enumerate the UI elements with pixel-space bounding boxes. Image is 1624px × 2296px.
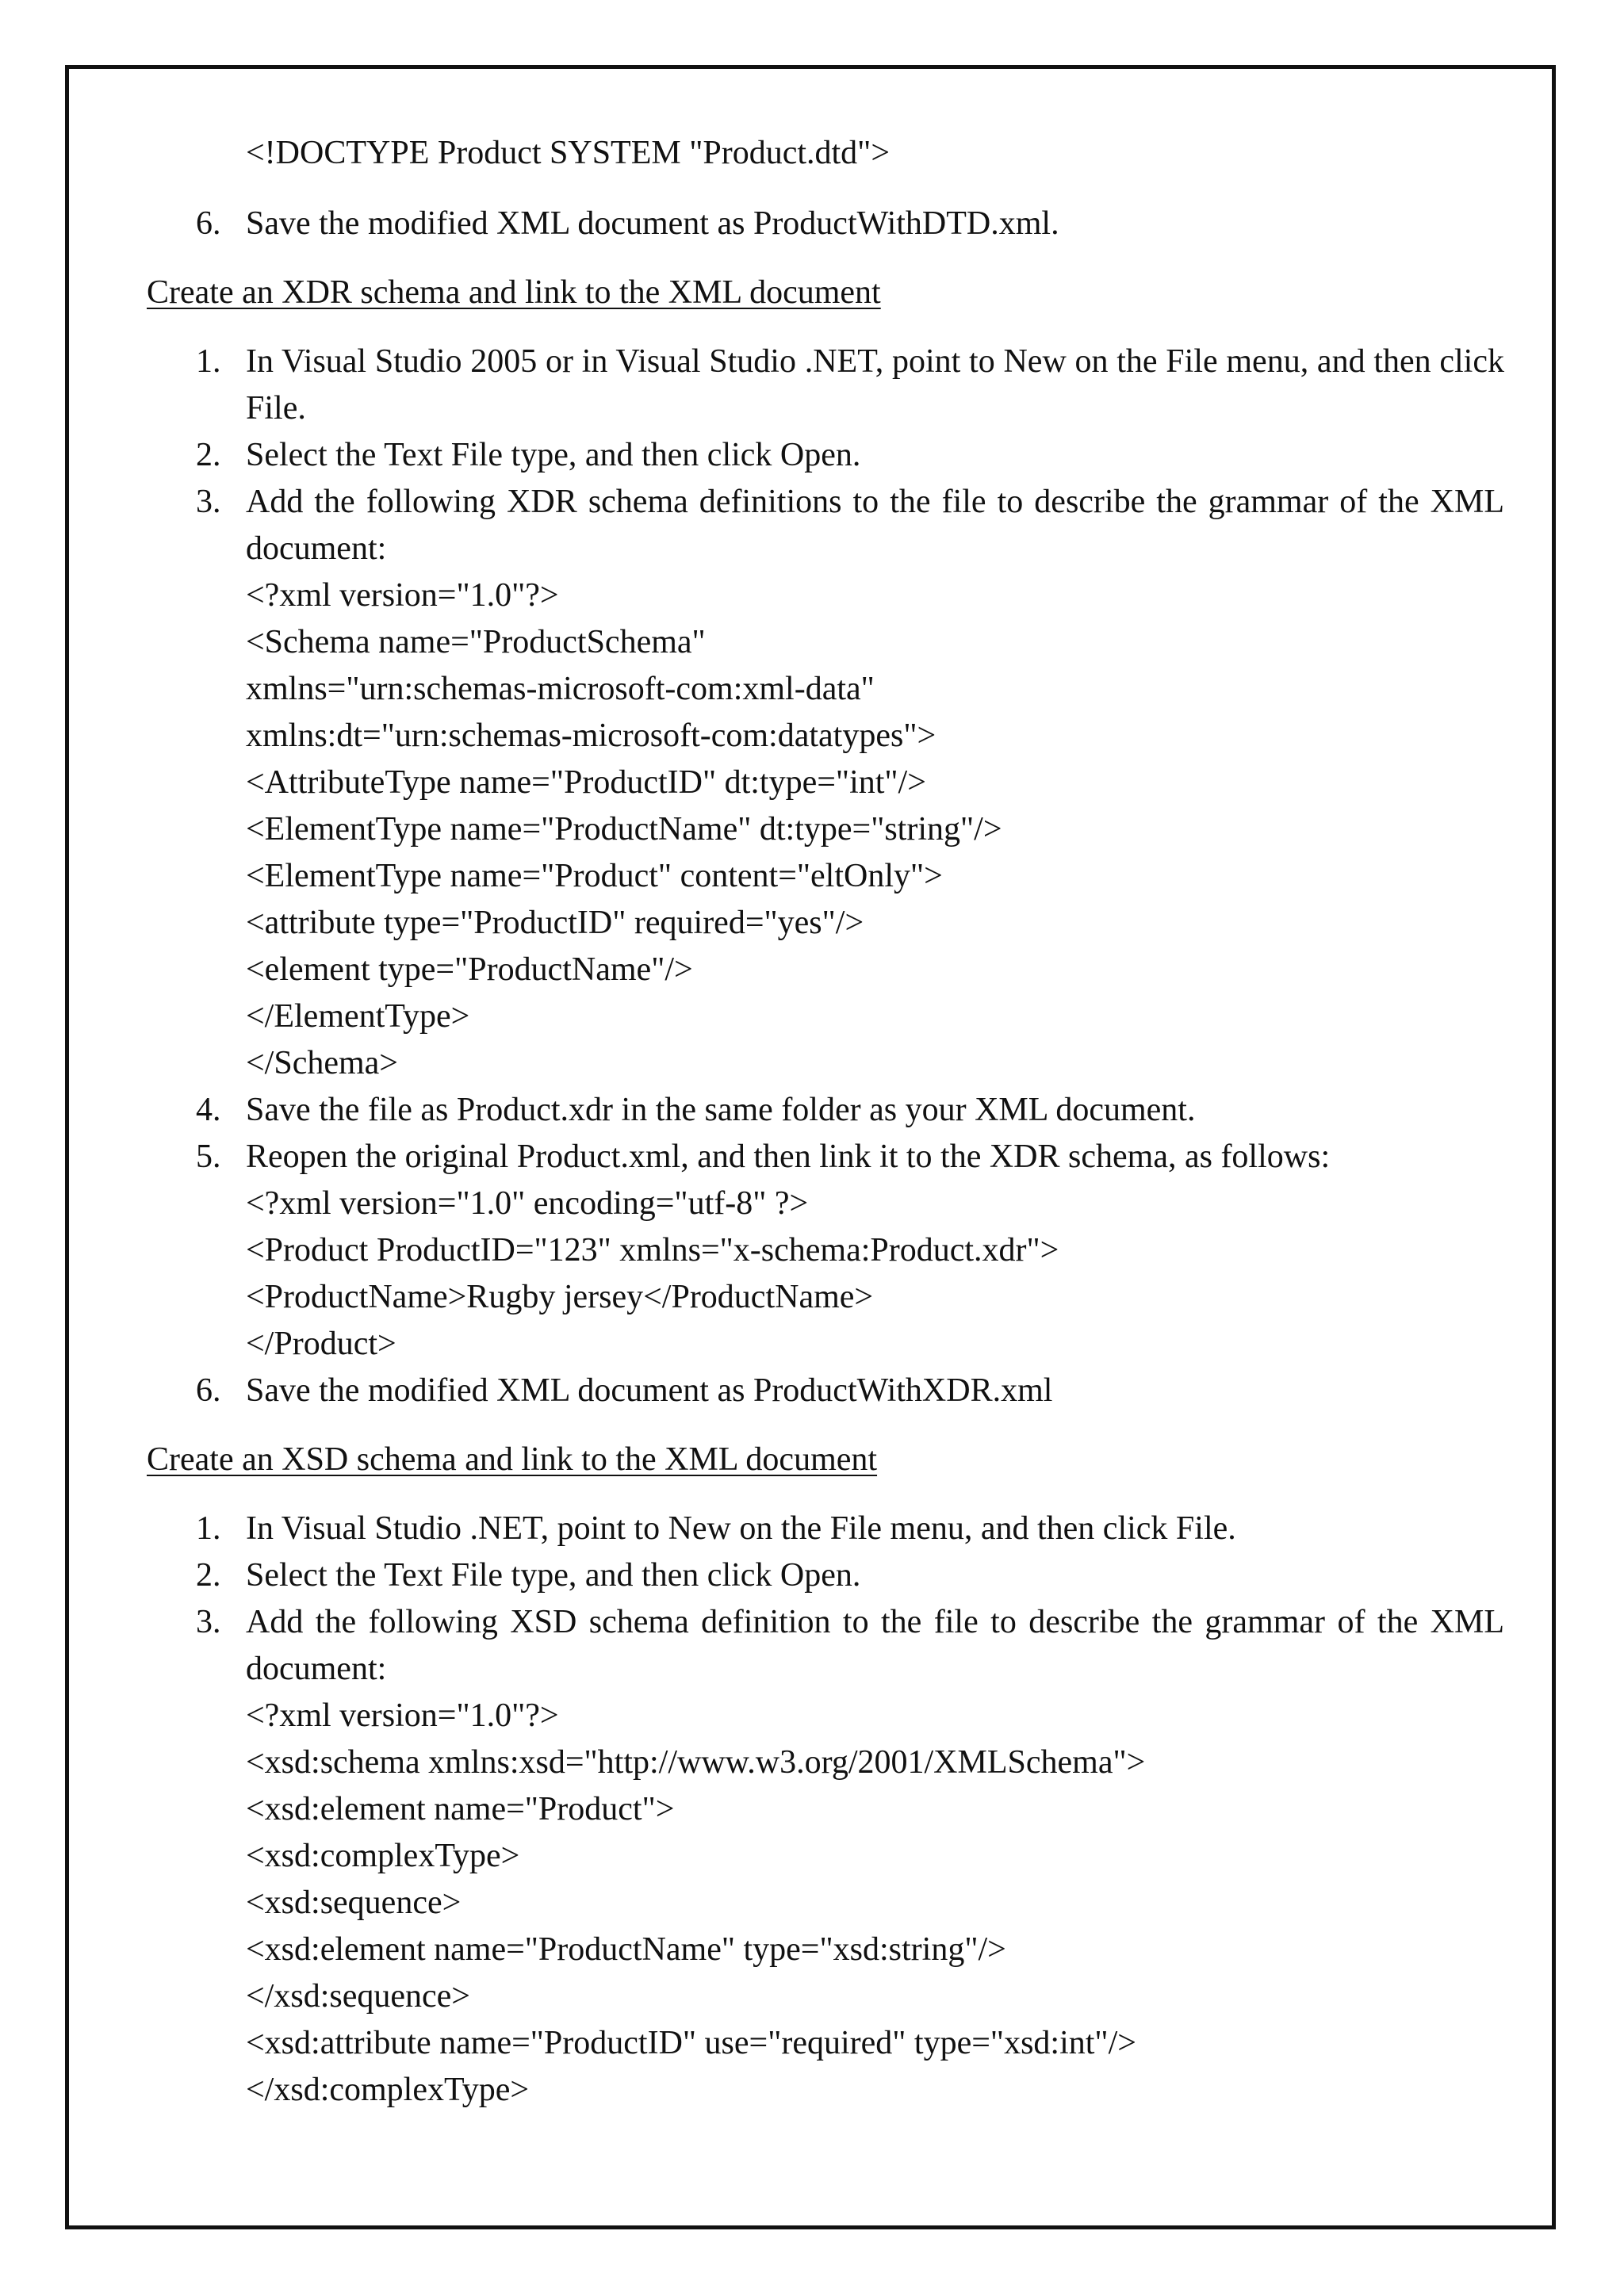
- list-text: In Visual Studio .NET, point to New on the File menu, and then click File.: [246, 1510, 1236, 1547]
- list-item-xdr-step-6: [147, 1368, 1504, 1414]
- list-number: 3.: [196, 1604, 221, 1640]
- list-text: Add the following XDR schema definitions to the file to describe the grammar of the XML document:: [246, 484, 1504, 567]
- code-line: xmlns="urn:schemas-microsoft-com:xml-data": [246, 671, 875, 707]
- code-line: </Product>: [246, 1326, 396, 1362]
- list-text: Select the Text File type, and then click Open.: [246, 437, 861, 473]
- code-line: <Product ProductID="123" xmlns="x-schema:Product.xdr">: [246, 1232, 1059, 1269]
- list-text: Add the following XSD schema definition to the file to describe the grammar of the XML document:: [246, 1604, 1504, 1687]
- list-text: Select the Text File type, and then click Open.: [246, 1557, 861, 1594]
- doctype-code-line: <!DOCTYPE Product SYSTEM "Product.dtd">: [246, 135, 891, 171]
- list-number: 1.: [196, 1510, 221, 1547]
- list-number: 6.: [196, 205, 221, 242]
- code-line: </xsd:sequence>: [246, 1978, 470, 2015]
- code-line: <?xml version="1.0"?>: [246, 1697, 559, 1734]
- code-block-xdr-link: [246, 1181, 1504, 1368]
- code-line: <xsd:element name="Product">: [246, 1791, 675, 1827]
- code-line: <element type="ProductName"/>: [246, 951, 693, 988]
- document-content: [147, 130, 1504, 2114]
- list-item-xdr-step-5: [147, 1134, 1504, 1368]
- code-line: <AttributeType name="ProductID" dt:type="int"/>: [246, 764, 926, 801]
- code-line: <?xml version="1.0" encoding="utf-8" ?>: [246, 1185, 809, 1222]
- list-text: Save the modified XML document as ProductWithXDR.xml: [246, 1372, 1053, 1409]
- list-number: 6.: [196, 1372, 221, 1409]
- list-item-xsd-step-2: [147, 1552, 1504, 1599]
- list-text: Save the modified XML document as ProductWithDTD.xml.: [246, 205, 1059, 242]
- section-heading-xsd: Create an XSD schema and link to the XML document: [147, 1441, 878, 1478]
- code-line: <ElementType name="ProductName" dt:type="string"/>: [246, 811, 1002, 848]
- list-number: 5.: [196, 1138, 221, 1175]
- list-item-xsd-step-1: [147, 1506, 1504, 1552]
- code-line: <attribute type="ProductID" required="yes"/>: [246, 905, 864, 941]
- list-text: Save the file as Product.xdr in the same folder as your XML document.: [246, 1092, 1196, 1128]
- list-number: 3.: [196, 484, 221, 520]
- code-line: <xsd:complexType>: [246, 1838, 520, 1874]
- list-number: 2.: [196, 1557, 221, 1594]
- code-line: </Schema>: [246, 1045, 398, 1081]
- code-line: <ElementType name="Product" content="eltOnly">: [246, 858, 943, 894]
- code-line: <ProductName>Rugby jersey</ProductName>: [246, 1279, 874, 1315]
- code-line: <xsd:element name="ProductName" type="xsd:string"/>: [246, 1931, 1006, 1968]
- list-item-xdr-step-4: [147, 1087, 1504, 1134]
- code-line: <xsd:attribute name="ProductID" use="required" type="xsd:int"/>: [246, 2025, 1136, 2061]
- code-line: <xsd:sequence>: [246, 1885, 462, 1921]
- list-text: In Visual Studio 2005 or in Visual Studio .NET, point to New on the File menu, and then click File.: [246, 343, 1504, 427]
- list-item-xdr-step-2: [147, 432, 1504, 479]
- list-item-xdr-step-3: [147, 479, 1504, 1087]
- list-item-dtd-step-6: [147, 201, 1504, 247]
- code-line: <?xml version="1.0"?>: [246, 577, 559, 614]
- list-text: Reopen the original Product.xml, and then link it to the XDR schema, as follows:: [246, 1138, 1331, 1175]
- code-line: xmlns:dt="urn:schemas-microsoft-com:datatypes">: [246, 718, 936, 754]
- code-line: </ElementType>: [246, 998, 470, 1035]
- code-line: </xsd:complexType>: [246, 2072, 530, 2108]
- code-block-xdr-schema: [246, 572, 1504, 1087]
- code-block-xsd-schema: [246, 1693, 1504, 2114]
- list-number: 1.: [196, 343, 221, 380]
- list-number: 2.: [196, 437, 221, 473]
- list-item-xsd-step-3: [147, 1599, 1504, 2114]
- section-heading-xdr: Create an XDR schema and link to the XML document: [147, 274, 881, 311]
- code-line: <Schema name="ProductSchema": [246, 624, 706, 660]
- list-number: 4.: [196, 1092, 221, 1128]
- list-item-xdr-step-1: [147, 339, 1504, 432]
- code-line: <xsd:schema xmlns:xsd="http://www.w3.org/2001/XMLSchema">: [246, 1744, 1146, 1781]
